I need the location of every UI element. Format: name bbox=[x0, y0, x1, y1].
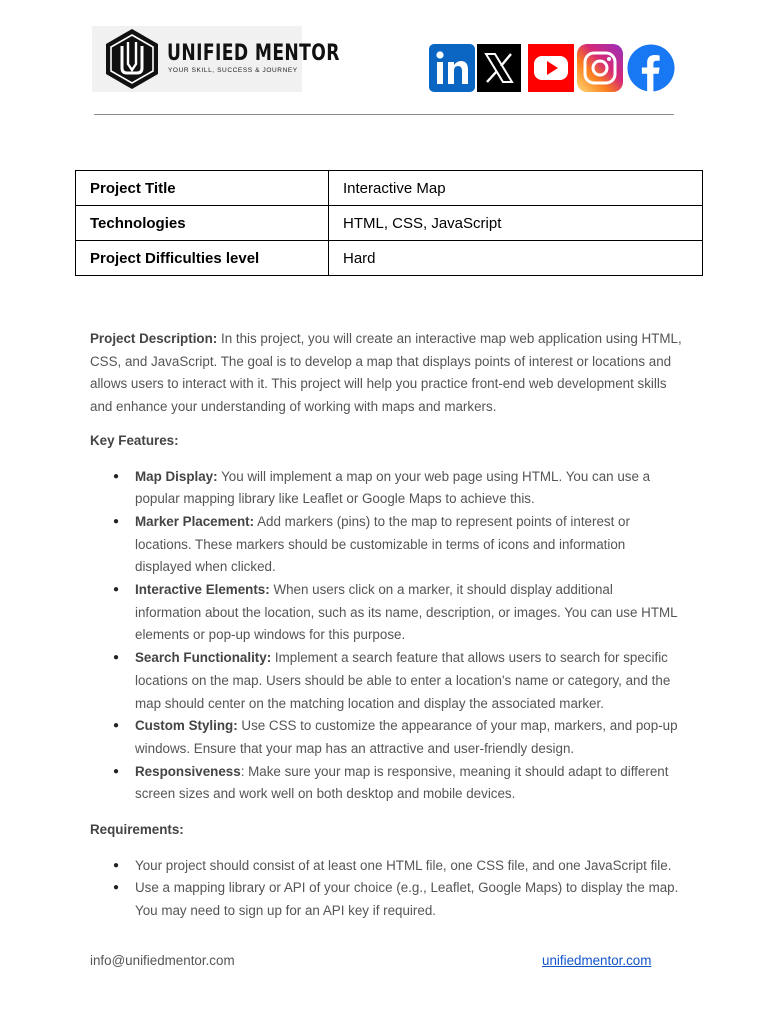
table-key-cell: Technologies bbox=[76, 206, 329, 241]
list-item bbox=[135, 761, 682, 806]
x-icon[interactable] bbox=[477, 44, 521, 92]
list-item: ● Use a mapping library or API of your choice (e.g., Leaflet, Google Maps) to display the map. You may need to sign up for an API key if required. bbox=[135, 877, 682, 922]
footer-website-link[interactable]: unifiedmentor.com bbox=[542, 953, 652, 968]
facebook-icon[interactable] bbox=[626, 44, 676, 92]
feature-label: Interactive Elements: bbox=[135, 582, 270, 598]
unified-mentor-logo-icon bbox=[104, 28, 160, 90]
company-logo bbox=[92, 26, 340, 92]
table-row bbox=[76, 206, 703, 241]
logo-title: UNIFIED MENTOR bbox=[167, 41, 340, 66]
table-value-cell: Hard bbox=[329, 241, 703, 276]
feature-label: Custom Styling: bbox=[135, 718, 238, 734]
feature-text: : Make sure your map is responsive, meaning it should adapt to different screen sizes and work well on both desktop and mobile devices. bbox=[135, 763, 669, 802]
list-item bbox=[135, 466, 682, 511]
key-features-list bbox=[90, 466, 682, 807]
feature-label: Search Functionality: bbox=[135, 650, 272, 666]
document-body bbox=[90, 328, 682, 923]
feature-text: Use CSS to customize the appearance of your map, markers, and pop-up windows. Ensure that your map has an attractive and user-friendly design. bbox=[135, 718, 678, 756]
requirements-list bbox=[90, 855, 682, 923]
feature-text: When users click on a marker, it should display additional information about the location, such as its name, description, or images. You can use HTML elements or pop-up windows for this purpose. bbox=[135, 582, 678, 643]
feature-text: Implement a search feature that allows users to search for specific locations on the map. Users should be able to enter a location's name or category, and the map should center on the matching location and display the associated marker. bbox=[135, 650, 671, 711]
table-key-cell: Project Title bbox=[76, 171, 329, 206]
description-label: Project Description: bbox=[90, 331, 218, 346]
project-info-table bbox=[75, 170, 703, 276]
list-item bbox=[135, 647, 682, 715]
project-description bbox=[90, 328, 682, 419]
header-divider bbox=[94, 114, 674, 115]
table-row bbox=[76, 171, 703, 206]
feature-text: Add markers (pins) to the map to represent points of interest or locations. These markers should be customizable in terms of icons and information displayed when clicked. bbox=[135, 513, 630, 575]
feature-label: Responsiveness bbox=[135, 763, 241, 779]
feature-label: Marker Placement: bbox=[135, 513, 255, 529]
table-row bbox=[76, 241, 703, 276]
list-item bbox=[135, 511, 682, 579]
logo-tagline: YOUR SKILL, SUCCESS & JOURNEY bbox=[168, 67, 298, 74]
linkedin-icon[interactable] bbox=[429, 44, 475, 92]
table-value-cell: HTML, CSS, JavaScript bbox=[329, 206, 703, 241]
table-key-cell: Project Difficulties level bbox=[76, 241, 329, 276]
youtube-icon[interactable] bbox=[528, 44, 574, 92]
footer-email: info@unifiedmentor.com bbox=[90, 953, 235, 968]
description-text: In this project, you will create an interactive map web application using HTML, CSS, and JavaScript. The goal is to develop a map that displays points of interest or locations and allows users to interact with it. This project will help you practice front-end web development skills and enhance your understanding of working with maps and markers. bbox=[90, 331, 682, 415]
requirements-heading: Requirements: bbox=[90, 822, 184, 838]
instagram-icon[interactable] bbox=[577, 44, 623, 92]
table-value-cell: Interactive Map bbox=[329, 171, 703, 206]
list-item bbox=[135, 579, 682, 647]
feature-label: Map Display: bbox=[135, 468, 218, 484]
list-item bbox=[135, 715, 682, 760]
list-item: ● Your project should consist of at least one HTML file, one CSS file, and one JavaScript file. bbox=[135, 855, 682, 878]
feature-text: You will implement a map on your web page using HTML. You can use a popular mapping library like Leaflet or Google Maps to achieve this. bbox=[135, 468, 651, 507]
key-features-heading: Key Features: bbox=[90, 432, 179, 448]
